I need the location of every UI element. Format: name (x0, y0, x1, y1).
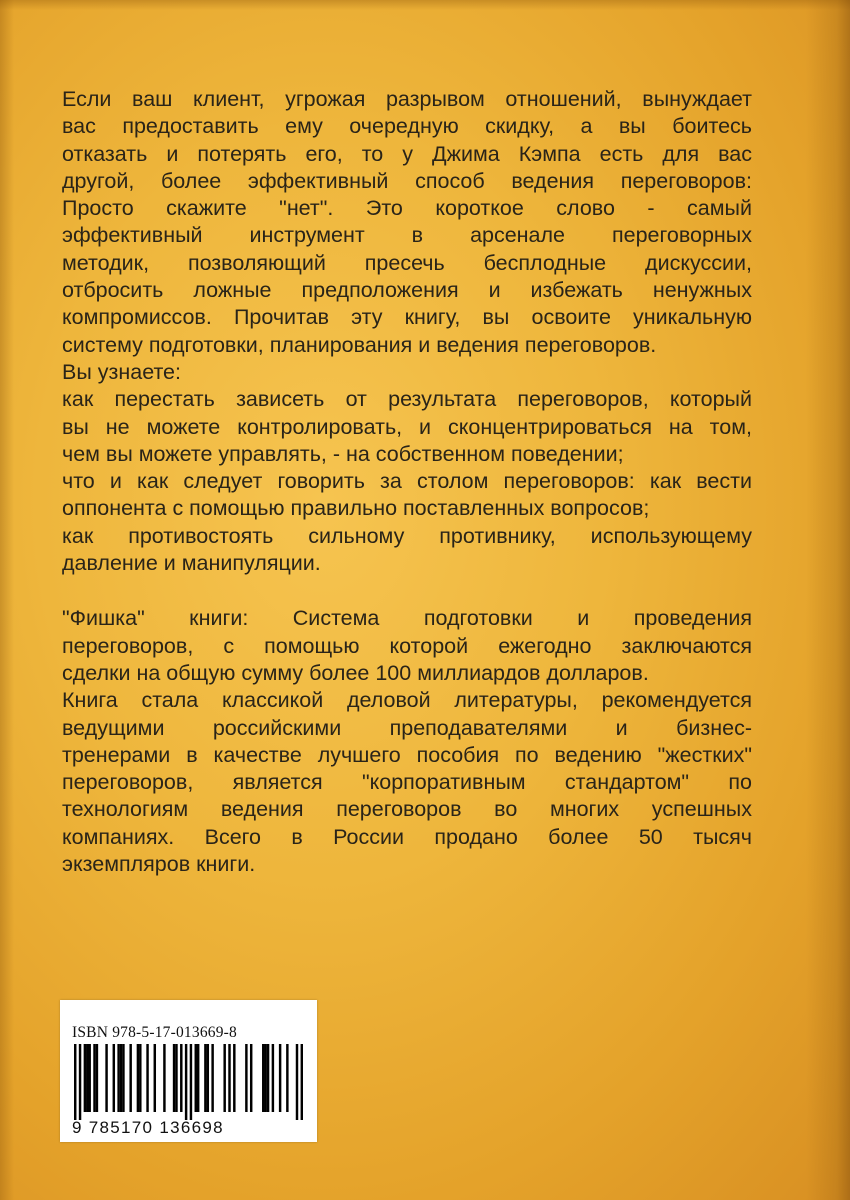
barcode-bar (211, 1044, 213, 1112)
description-line: чем вы можете управлять, - на собственном поведении; (62, 441, 624, 466)
feature-line: технологиям ведения переговоров во многих успешных (62, 797, 752, 822)
barcode-bar (117, 1044, 119, 1112)
description-line: отказать и потерять его, то у Джима Кэмпа есть для вас (62, 141, 752, 166)
barcode-bar (120, 1044, 122, 1112)
description-line: давление и манипуляции. (62, 551, 321, 576)
barcode-bar (154, 1044, 156, 1112)
description-line: вы не можете контролировать, и сконцентрироваться на том, (62, 414, 752, 439)
barcode-bar (195, 1044, 197, 1112)
feature-line: Книга стала классикой деловой литературы, рекомендуется (62, 688, 752, 713)
barcode-bar (197, 1044, 199, 1112)
description-line: другой, более эффективный способ ведения переговоров: (62, 168, 752, 193)
spine-shadow (806, 0, 850, 1200)
barcode-bar (180, 1044, 182, 1112)
barcode-bar (163, 1044, 165, 1112)
barcode-bar (301, 1044, 303, 1120)
barcode-bar (207, 1044, 209, 1112)
feature-line: экземпляров книги. (62, 852, 256, 877)
isbn-barcode-box (60, 1000, 317, 1142)
barcode-bar (105, 1044, 107, 1112)
feature-line: переговоров, является "корпоративным стандартом" по (62, 770, 752, 795)
isbn-label: ISBN 978-5-17-013669-8 (72, 1024, 237, 1041)
description-line: методик, позволяющий пресечь бесплодные дискуссии, (62, 250, 752, 275)
description-block (62, 86, 752, 577)
barcode-bar (223, 1044, 225, 1112)
barcode-bar (267, 1044, 269, 1112)
barcode-bar (279, 1044, 281, 1112)
barcode-bar (173, 1044, 175, 1112)
barcode-bar (137, 1044, 139, 1112)
barcode-digits: 9 785170 136698 (72, 1118, 224, 1137)
barcode-bar (264, 1044, 266, 1112)
barcode-bar (146, 1044, 148, 1112)
barcode-bar (79, 1044, 81, 1120)
feature-line: сделки на общую сумму более 100 миллиардов долларов. (62, 660, 649, 685)
barcode-bar (245, 1044, 247, 1112)
barcode-bar (250, 1044, 252, 1112)
barcode-bar (175, 1044, 177, 1112)
description-line: как противостоять сильному противнику, использующему (62, 523, 752, 548)
feature-line: компаниях. Всего в России продано более 50 тысяч (62, 824, 752, 849)
barcode-bar (204, 1044, 206, 1112)
barcode-bar (129, 1044, 131, 1112)
description-line: оппонента с помощью правильно поставленных вопросов; (62, 496, 650, 521)
barcode-bar (74, 1044, 76, 1120)
barcode-bar (84, 1044, 86, 1112)
barcode-bar (272, 1044, 274, 1112)
barcode-bar (296, 1044, 298, 1120)
barcode-bar (233, 1044, 235, 1112)
barcode-bar (88, 1044, 90, 1112)
barcode-bar (113, 1044, 115, 1112)
feature-line: "Фишка" книги: Система подготовки и проведения (62, 606, 752, 631)
description-line: систему подготовки, планирования и ведения переговоров. (62, 332, 657, 357)
description-line: компромиссов. Прочитав эту книгу, вы освоите уникальную (62, 305, 752, 330)
barcode-bar (228, 1044, 230, 1112)
description-line: Просто скажите "нет". Это короткое слово - самый (62, 196, 752, 221)
barcode-bar (262, 1044, 264, 1112)
description-line: Вы узнаете: (62, 359, 181, 384)
feature-line: ведущими российскими преподавателями и бизнес- (62, 715, 752, 740)
barcode-bar (190, 1044, 192, 1120)
top-edge-shadow (0, 0, 850, 10)
description-line: как перестать зависеть от результата переговоров, который (62, 387, 752, 412)
description-line: отбросить ложные предположения и избежать ненужных (62, 278, 752, 303)
feature-line: переговоров, с помощью которой ежегодно заключаются (62, 633, 752, 658)
paragraph-gap (62, 577, 752, 605)
barcode-icon (74, 1044, 303, 1120)
description-line: что и как следует говорить за столом переговоров: как вести (62, 469, 752, 494)
barcode-bar (185, 1044, 187, 1120)
feature-block (62, 605, 752, 878)
description-line: Если ваш клиент, угрожая разрывом отношений, вынуждает (62, 87, 752, 111)
feature-line: тренерами в качестве лучшего пособия по ведению "жестких" (62, 742, 752, 767)
barcode-bar (286, 1044, 288, 1112)
barcode-bar (86, 1044, 88, 1112)
barcode-bar (139, 1044, 141, 1112)
barcode-bar (93, 1044, 95, 1112)
description-line: вас предоставить ему очередную скидку, а вы боитесь (62, 114, 752, 139)
barcode-bar (122, 1044, 124, 1112)
description-line: эффективный инструмент в арсенале переговорных (62, 223, 752, 248)
cover-text (62, 86, 752, 878)
barcode-bar (96, 1044, 98, 1112)
left-edge-shadow (0, 0, 14, 1200)
